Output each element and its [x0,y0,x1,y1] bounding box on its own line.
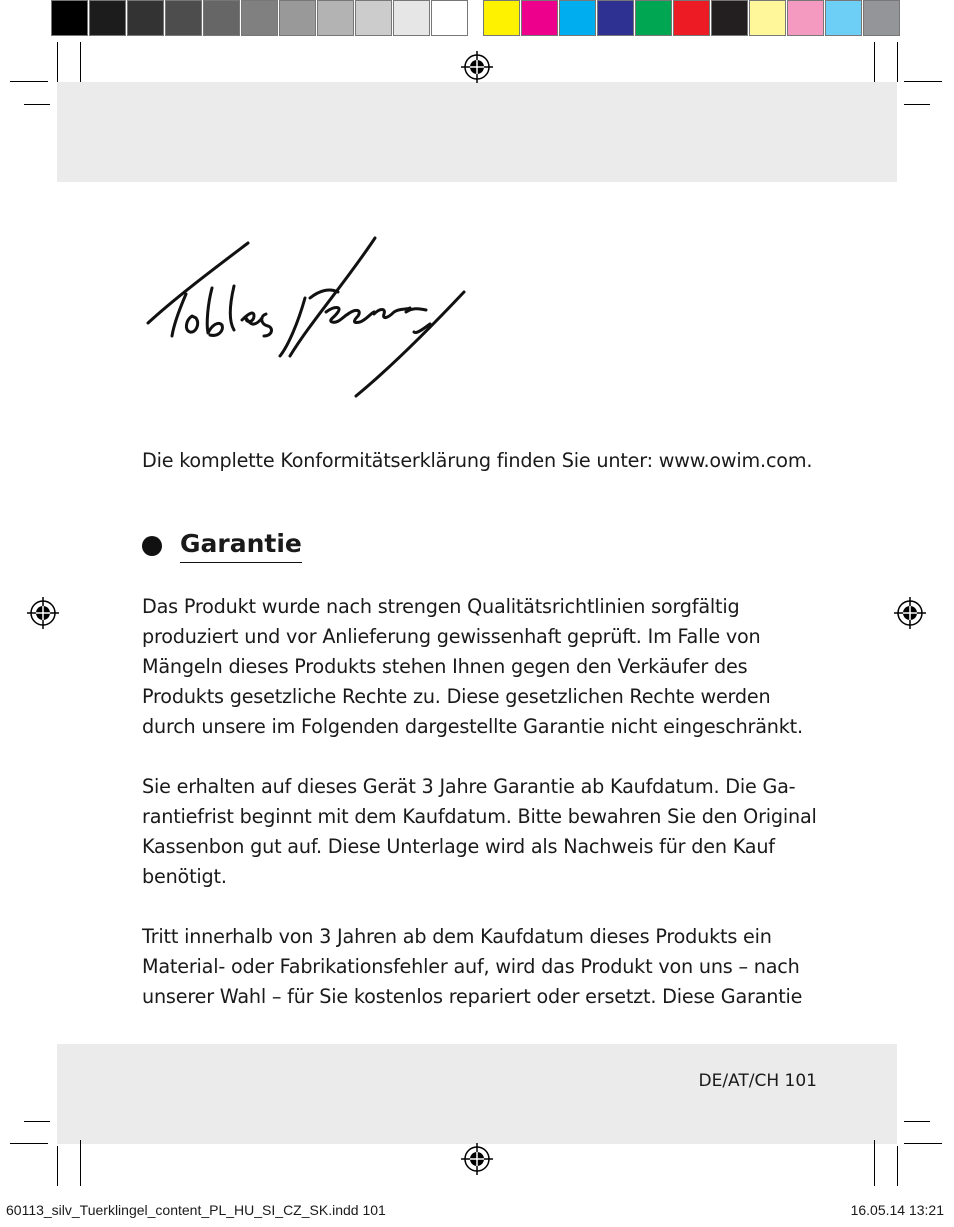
registration-mark-icon [460,50,494,84]
color-swatch [165,0,202,36]
color-swatch [203,0,240,36]
conformity-text: Die komplette Konformitätserklärung finden Sie unter: www.owim.com. [142,449,813,472]
process-color-bar [483,0,901,40]
crop-mark [897,1146,898,1186]
crop-mark [874,1140,875,1186]
color-swatch [825,0,862,36]
header-band [57,82,897,182]
registration-mark-icon [460,1142,494,1176]
crop-mark [24,104,50,105]
registration-mark-icon [26,596,60,630]
page-number: DE/AT/CH 101 [698,1071,817,1091]
color-swatch [89,0,126,36]
paragraph [142,922,822,1012]
crop-mark [57,1146,58,1186]
slug-file-name: 60113_silv_Tuerklingel_content_PL_HU_SI_CZ_SK.indd 101 [6,1202,386,1218]
paragraph [142,592,822,742]
color-swatch [279,0,316,36]
color-swatch [317,0,354,36]
crop-mark [57,42,58,82]
color-swatch [355,0,392,36]
bullet-icon [142,536,162,556]
crop-mark [897,42,898,82]
paragraph [142,772,822,892]
color-swatch [483,0,520,36]
color-swatch [863,0,900,36]
crop-mark [24,1121,50,1122]
color-swatch [635,0,672,36]
paragraph-text: Sie erhalten auf dieses Gerät 3 Jahre Garantie ab Kaufdatum. Die Ga-rantiefrist beginnt mit dem Kaufdatum. Bitte bewahren Sie den Original Kassenbon gut auf. Diese Unterlage wird als Nachweis für den Kauf benötigt. [142,775,817,888]
color-swatch [393,0,430,36]
color-swatch [711,0,748,36]
color-swatch [127,0,164,36]
section-heading [142,528,302,563]
crop-mark [904,81,942,82]
crop-mark [10,1143,48,1144]
color-swatch [521,0,558,36]
crop-mark [904,104,930,105]
section-title: Garantie [180,528,302,563]
signature-image [130,228,490,418]
crop-mark [904,1121,930,1122]
crop-mark [904,1143,942,1144]
color-swatch [673,0,710,36]
gray-color-bar [51,0,469,40]
color-swatch [787,0,824,36]
footer-band [57,1044,897,1144]
color-swatch [597,0,634,36]
color-swatch [749,0,786,36]
color-swatch [51,0,88,36]
color-swatch [559,0,596,36]
paragraph-text: Das Produkt wurde nach strengen Qualitätsrichtlinien sorgfältig produziert und vor Anlieferung gewissenhaft geprüft. Im Falle von Mängeln dieses Produkts stehen Ihnen gegen den Verkäufer des Produkts gesetzliche Rechte zu. Diese gesetzlichen Rechte werden durch unsere im Folgenden dargestellte Garantie nicht eingeschränkt. [142,595,803,738]
color-swatch [241,0,278,36]
crop-mark [80,42,81,82]
crop-mark [10,81,48,82]
crop-mark [80,1140,81,1186]
slug-datetime: 16.05.14 13:21 [850,1202,944,1218]
paragraph-text: Tritt innerhalb von 3 Jahren ab dem Kaufdatum dieses Produkts ein Material- oder Fabrikationsfehler auf, wird das Produkt von uns – nach unserer Wahl – für Sie kostenlos repariert oder ersetzt. Diese Garantie [142,925,803,1008]
crop-mark [874,42,875,82]
color-swatch [431,0,468,36]
registration-mark-icon [893,596,927,630]
